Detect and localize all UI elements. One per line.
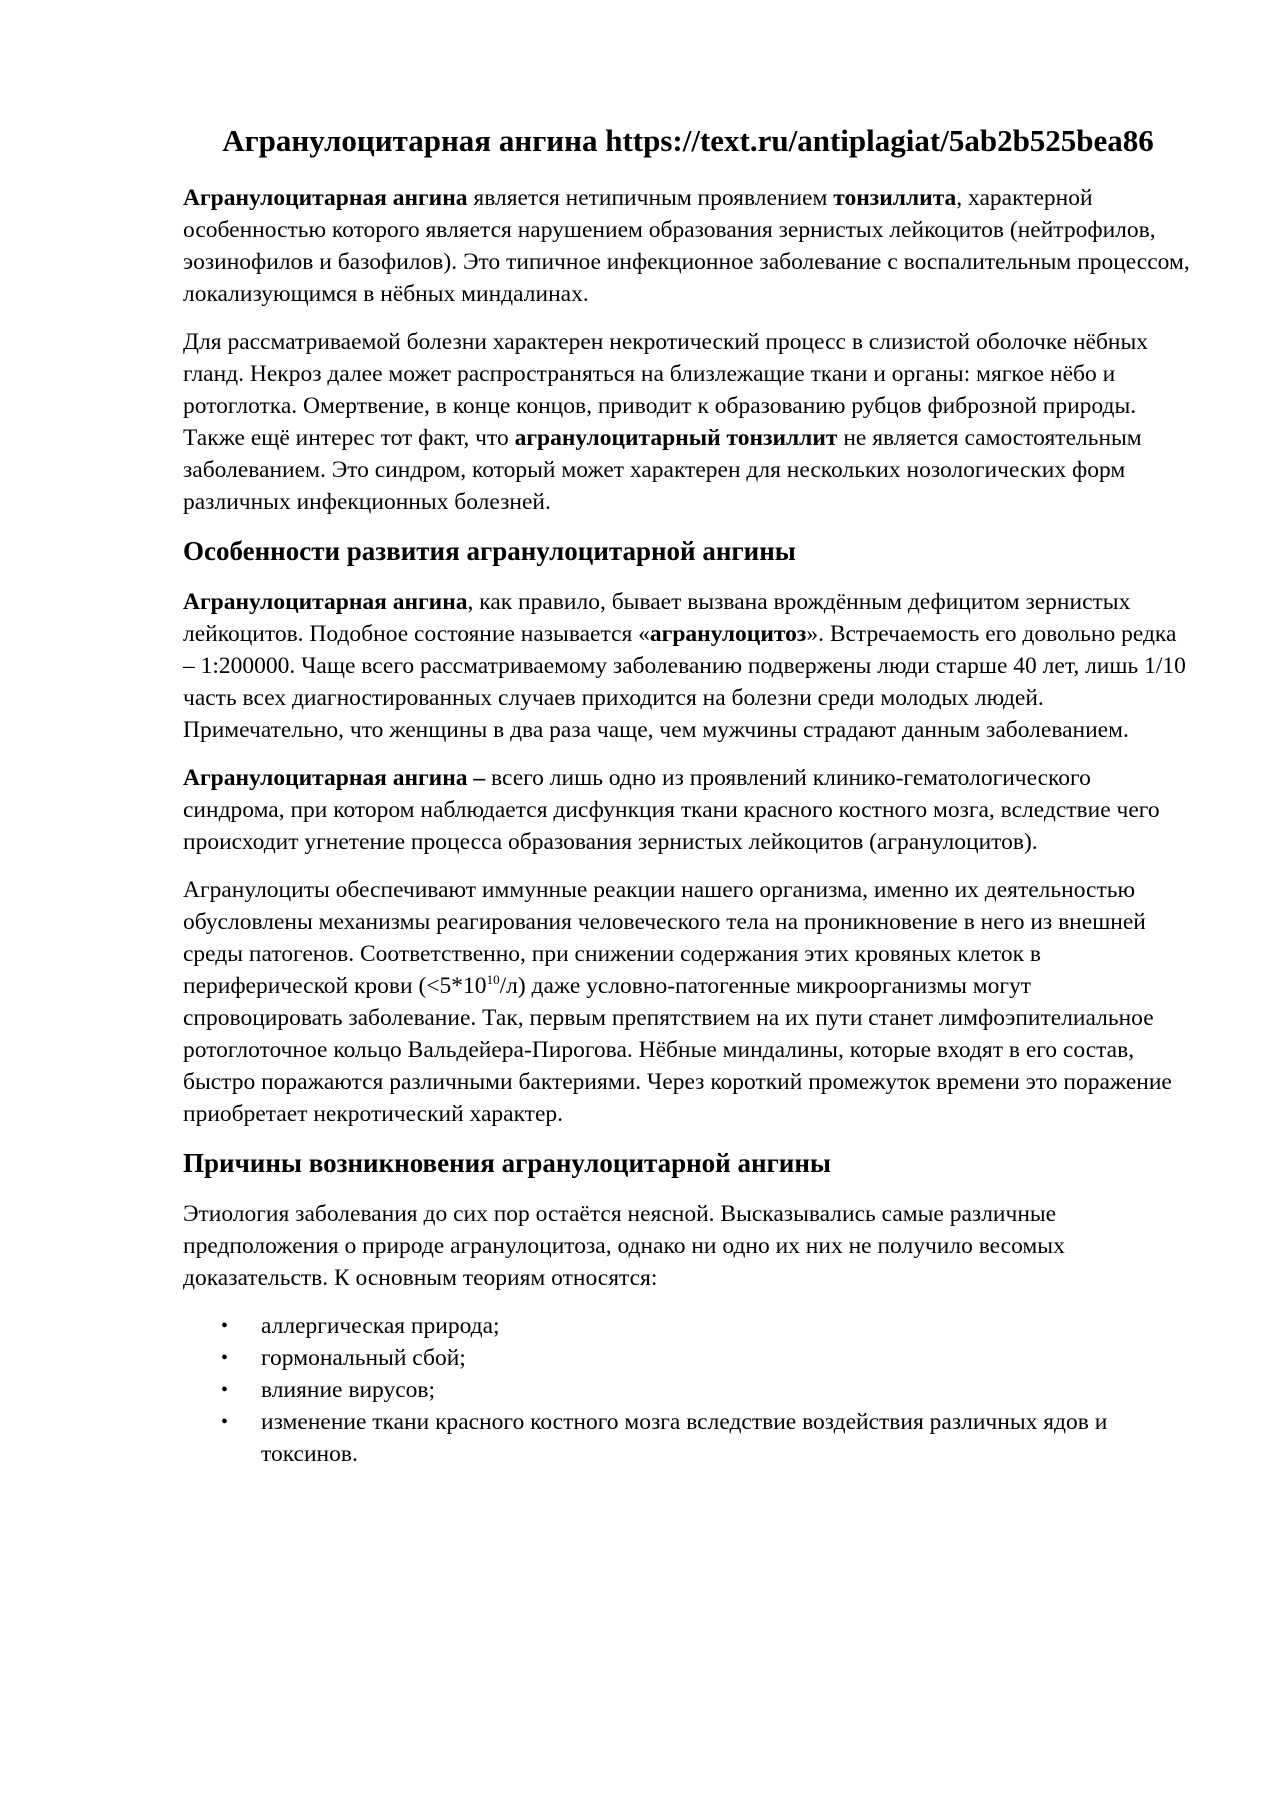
bold-term: Агранулоцитарная ангина: [183, 589, 468, 615]
paragraph-necrosis: [183, 326, 1193, 518]
bold-term: Агранулоцитарная ангина –: [183, 765, 486, 791]
paragraph-text: ». Встречаемость его довольно редка – 1:200000. Чаще всего рассматриваемому заболеванию подвержены люди старше 40 лет, лишь 1/10 часть всех диагностированных случаев приходится на болезни среди молодых людей. Примечательно, что женщины в два раза чаще, чем мужчины страдают данным заболеванием.: [183, 621, 1186, 743]
bold-term: Агранулоцитарная ангина: [183, 185, 468, 211]
paragraph-text: Для рассматриваемой болезни характерен некротический процесс в слизистой оболочке нёбных гланд. Некроз далее может распространяться на близлежащие ткани и органы: мягкое нёбо и ротоглотка. Омертвение, в конце концов, приводит к образованию рубцов фиброзной природы. Также ещё интерес тот факт, что: [183, 329, 1149, 451]
list-item: [221, 1374, 1193, 1406]
bold-term: тонзиллита: [833, 185, 957, 211]
list-item: [221, 1342, 1193, 1374]
list-item-text: гормональный сбой;: [261, 1345, 466, 1371]
paragraph-intro: [183, 182, 1193, 310]
list-item: [221, 1310, 1193, 1342]
section-heading-causes: Причины возникновения агранулоцитарной ангины: [183, 1148, 831, 1178]
theories-list: [183, 1310, 1193, 1470]
paragraph-text: Агранулоциты обеспечивают иммунные реакции нашего организма, именно их деятельностью обусловлены механизмы реагирования человеческого тела на проникновение в него из внешней среды патогенов. Соответственно, при снижении содержания этих кровяных клеток в периферической крови (<5*10: [183, 877, 1146, 999]
list-item-text: влияние вирусов;: [261, 1377, 436, 1403]
bold-term: агранулоцитоз: [649, 621, 807, 647]
paragraph-text: , как правило, бывает вызвана врождённым дефицитом зернистых лейкоцитов. Подобное состояние называется «: [183, 589, 1131, 647]
paragraph-text: всего лишь одно из проявлений клинико-гематологического синдрома, при котором наблюдается дисфункция ткани красного костного мозга, вследствие чего происходит угнетение процесса образования зернистых лейкоцитов (агранулоцитов).: [183, 765, 1160, 855]
superscript-exponent: 10: [486, 972, 500, 988]
document-page: [183, 120, 1193, 1470]
paragraph-text: Этиология заболевания до сих пор остаётся неясной. Высказывались самые различные предположения о природе агранулоцитоза, однако ни одно их них не получило весомых доказательств. К основным теориям относятся:: [183, 1201, 1065, 1291]
paragraph-etiology: [183, 1198, 1193, 1294]
bold-term: агранулоцитарный тонзиллит: [514, 425, 838, 451]
list-item-text: изменение ткани красного костного мозга вследствие воздействия различных ядов и токсинов.: [261, 1409, 1108, 1467]
document-title: Агранулоцитарная ангина https://text.ru/antiplagiat/5ab2b525bea86: [222, 123, 1154, 158]
paragraph-agranulocytes: [183, 874, 1193, 1130]
bullet-icon: •: [221, 1347, 229, 1369]
bullet-icon: •: [221, 1379, 229, 1401]
bullet-icon: •: [221, 1411, 229, 1433]
paragraph-text: не является самостоятельным заболеванием. Это синдром, который может характерен для нескольких нозологических форм различных инфекционных болезней.: [183, 425, 1142, 515]
paragraph-text: , характерной особенностью которого является нарушением образования зернистых лейкоцитов (нейтрофилов, эозинофилов и базофилов). Это типичное инфекционное заболевание с воспалительным процессом, локализующимся в нёбных миндалинах.: [183, 185, 1190, 307]
section-heading-development: Особенности развития агранулоцитарной ангины: [183, 536, 796, 566]
paragraph-text: /л) даже условно-патогенные микроорганизмы могут спровоцировать заболевание. Так, первым препятствием на их пути станет лимфоэпителиальное ротоглоточное кольцо Вальдейера-Пирогова. Нёбные миндалины, которые входят в его состав, быстро поражаются различными бактериями. Через короткий промежуток времени это поражение приобретает некротический характер.: [183, 973, 1172, 1127]
list-item: [221, 1406, 1193, 1470]
paragraph-deficit: [183, 586, 1193, 746]
bullet-icon: •: [221, 1315, 229, 1337]
paragraph-syndrome: [183, 762, 1193, 858]
paragraph-text: является нетипичным проявлением: [467, 185, 834, 211]
list-item-text: аллергическая природа;: [261, 1313, 500, 1339]
